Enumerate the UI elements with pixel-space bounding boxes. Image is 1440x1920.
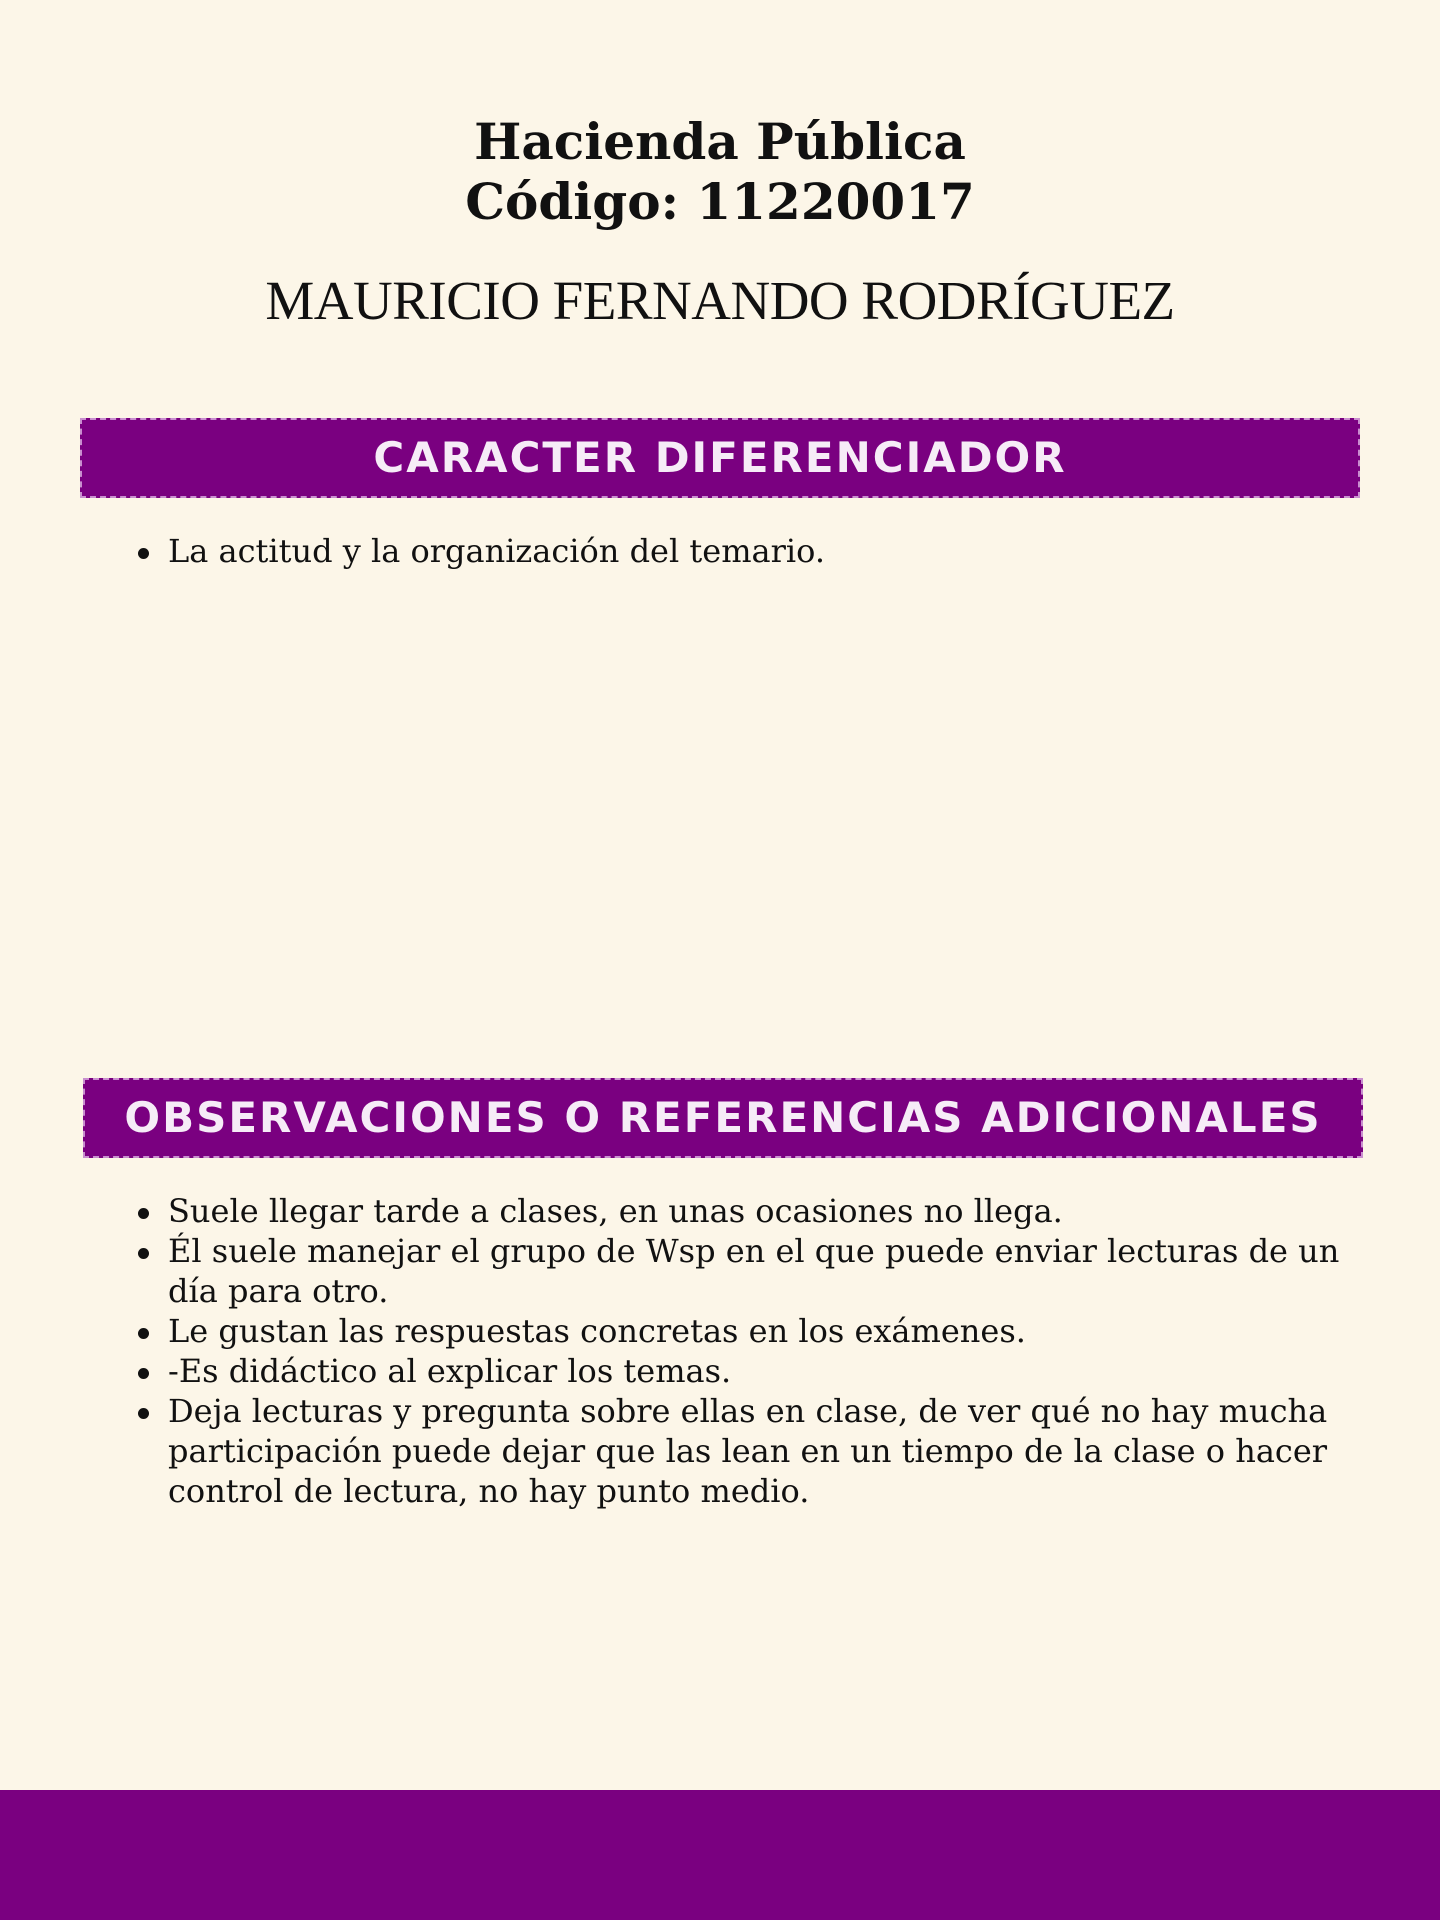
list-item: Le gustan las respuestas concretas en los exámenes. — [138, 1311, 1378, 1351]
section-heading-observations: OBSERVACIONES O REFERENCIAS ADICIONALES — [83, 1078, 1363, 1158]
observations-list — [138, 1191, 1378, 1511]
course-title: Hacienda Pública — [474, 112, 966, 171]
list-item: -Es didáctico al explicar los temas. — [138, 1351, 1378, 1391]
footer-band — [0, 1790, 1440, 1920]
header — [0, 112, 1440, 232]
differentiator-list — [138, 531, 1368, 571]
teacher-name: MAURICIO FERNANDO RODRÍGUEZ — [265, 270, 1175, 331]
section-heading-differentiator: CARACTER DIFERENCIADOR — [80, 418, 1360, 498]
list-item: La actitud y la organización del temario. — [138, 531, 1368, 571]
list-item: Deja lecturas y pregunta sobre ellas en clase, de ver qué no hay mucha participación puede dejar que las lean en un tiempo de la clase o hacer control de lectura, no hay punto medio. — [138, 1391, 1378, 1511]
list-item: Él suele manejar el grupo de Wsp en el que puede enviar lecturas de un día para otro. — [138, 1231, 1378, 1311]
course-code: Código: 11220017 — [465, 172, 975, 231]
list-item: Suele llegar tarde a clases, en unas ocasiones no llega. — [138, 1191, 1378, 1231]
